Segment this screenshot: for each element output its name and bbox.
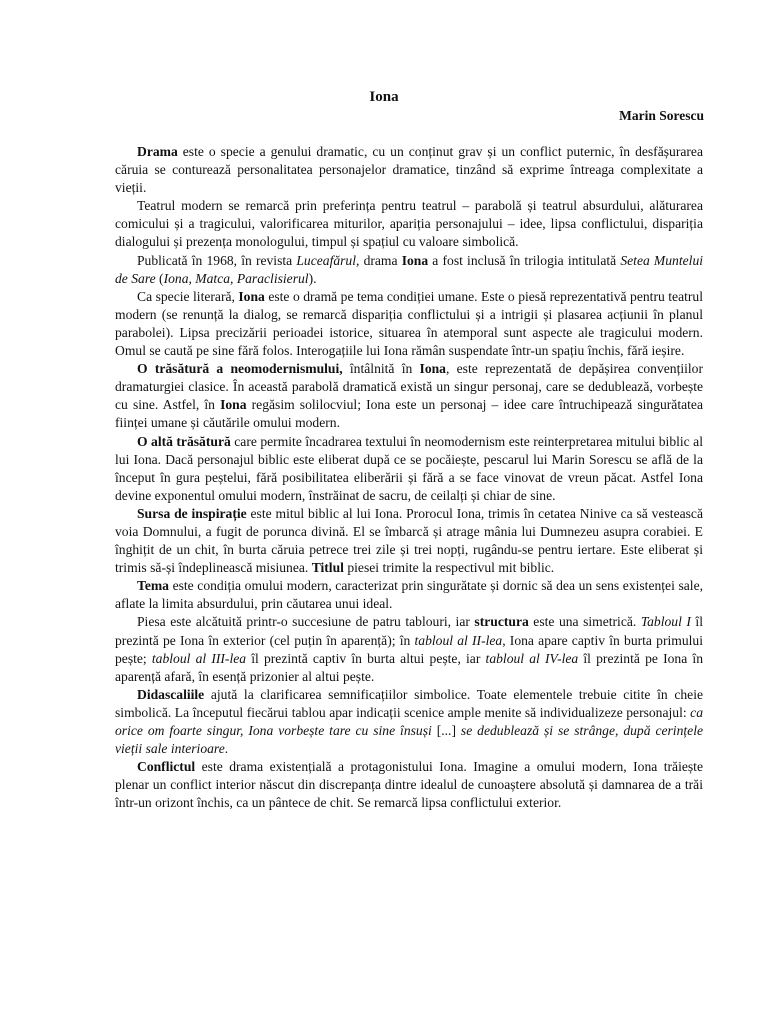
paragraph (115, 433, 703, 505)
text-run: , drama (356, 252, 402, 268)
text-run: este drama existențială a protagonistului Iona. Imagine a omului modern, Iona trăiește plenar un conflict interior născut din discrepanța dintre idealul de cunoaștere absolută și damnarea de a trăi într-un orizont închis, ca un pântece de chit. Se remarcă lipsa conflictului exterior. (115, 759, 703, 811)
bold-text: O trăsătură a neomodernismului, (137, 361, 343, 377)
paragraph (115, 143, 703, 197)
italic-text: Setea Muntelui de Sare (115, 252, 704, 286)
bold-text: Iona (401, 252, 429, 268)
text-run: ( (155, 270, 164, 286)
bold-text: Didascaliile (137, 686, 205, 702)
document-author: Marin Sorescu (619, 108, 704, 123)
bold-text: Drama (137, 144, 178, 159)
bold-text: structura (474, 614, 529, 630)
text-run: Publicată în 1968, în revista (137, 252, 297, 268)
paragraph (115, 360, 703, 432)
bold-text: Sursa de inspirație (137, 505, 247, 521)
text-run: îl prezintă pe Iona în aparență afară, în esență prizonier al altui pește. (115, 650, 703, 684)
paragraph (115, 758, 703, 812)
italic-text: tabloul al III-lea (151, 650, 247, 666)
bold-text: Titlul (311, 560, 344, 576)
text-run: , este reprezentată de depășirea convențiilor dramaturgiei clasice. În această parabolă dramatică există un singur personaj, care se dedublează, vorbește cu sine. Astfel, în (115, 361, 704, 413)
italic-text: ca orice om foarte singur, Iona vorbește tare cu sine însuși (115, 704, 703, 738)
text-run: este condiția omului modern, caracterizat prin singurătate și dornic să dea un sens existenței sale, aflate la limita absurdului, prin căutarea unui ideal. (115, 578, 703, 612)
text-run: . (224, 741, 229, 757)
text-run: îl prezintă pe Iona în exterior (cel puțin în aparență); în (115, 614, 703, 648)
text-run: Ca specie literară, (137, 288, 239, 304)
paragraph (115, 686, 703, 758)
italic-text: Luceafărul (296, 252, 357, 268)
italic-text: se dedublează și se strânge, după cerințele vieții sale interioare (115, 723, 703, 757)
text-run: piesei trimite la respectivul mit biblic. (343, 560, 555, 576)
document-body (115, 143, 703, 812)
text-run: [...] (431, 723, 461, 738)
paragraph (115, 288, 703, 360)
text-run: este mitul biblic al lui Iona. Prorocul Iona, trimis în cetatea Ninive ca să vestească voia Domnului, a fugit de porunca divină. El se îmbarcă și atrage mânia lui Dumnezeu asupra corabiei. E înghițit de un chit, în burta căruia petrece trei zile și trei nopți, rugându-se pentru iertare. Este eliberat și trimis să-și îndeplinească misiunea. (115, 505, 704, 576)
text-run: este una simetrică. (528, 614, 641, 630)
text-run: a fost inclusă în trilogia intitulată (428, 252, 621, 268)
bold-text: Tema (137, 578, 169, 594)
text-run: este o specie a genului dramatic, cu un conținut grav și un conflict puternic, în desfășurarea căruia se conturează personalitatea personajelor dramatice, tinzând să exprime întreaga complexitate a vieții. (115, 144, 703, 196)
paragraph (115, 197, 703, 251)
text-run: , Iona apare captiv în burta primului pește; (115, 632, 703, 666)
paragraph (115, 252, 703, 288)
text-run: este o dramă pe tema condiției umane. Este o piesă reprezentativă pentru teatrul modern (se renunță la dialog, se remarcă dispariția conflictului și a intrigii și plasarea acțiunii în planul parabolei). Lipsa precizării perioadei istorice, situarea în atemporal sunt aspecte ale tragicului modern. Omul se caută pe sine fără folos. Interogațiile lui Iona rămân suspendate într-un spațiu închis, fără ieșire. (115, 288, 703, 359)
text-run: întâlnită în (342, 361, 420, 377)
paragraph (115, 613, 703, 685)
text-run: Piesa este alcătuită printr-o succesiune de patru tablouri, iar (137, 614, 475, 630)
text-run: ajută la clarificarea semnificațiilor simbolice. Toate elementele trebuie citite în cheie simbolică. La începutul fiecărui tablou apar indicații scenice ample menite să individualizeze personajul: (115, 686, 703, 720)
italic-text: Tabloul I (640, 614, 691, 630)
italic-text: Iona, Matca, Paraclisierul (163, 270, 309, 286)
italic-text: tabloul al IV-lea (485, 650, 579, 666)
bold-text: Iona (238, 288, 265, 304)
text-run: îl prezintă captiv în burta altui pește, iar (246, 650, 486, 666)
text-run: ). (308, 270, 317, 286)
text-run: care permite încadrarea textului în neomodernism este reinterpretarea mitului biblic al lui Iona. Dacă personajul biblic este eliberat după ce se pocăiește, pescarul lui Marin Sorescu se află de la început în gura peștelui, fără posibilitatea eliberării și fără a se face vinovat de vreun păcat. Astfel Iona devine exponentul omului modern, înstrăinat de sacru, de ceilalți și chiar de sine. (115, 433, 703, 503)
paragraph (115, 505, 703, 577)
bold-text: Iona (220, 397, 247, 413)
italic-text: tabloul al II-lea (414, 632, 503, 648)
bold-text: Conflictul (137, 759, 196, 775)
bold-text: Iona (419, 361, 446, 377)
document-title: Iona (369, 89, 399, 105)
text-run: Teatrul modern se remarcă prin preferința pentru teatrul – parabolă și teatrul absurdului, alăturarea comicului și a tragicului, valorificarea miturilor, apariția personajului – idee, lipsa conflictului, dispariția dialogului și prezența monologului, timpul și spațiul cu valoare simbolică. (115, 198, 703, 250)
paragraph (115, 577, 703, 613)
text-run: regăsim solilocviul; Iona este un personaj – idee care întruchipează singurătatea ființei umane și căutările omului modern. (115, 397, 703, 431)
bold-text: O altă trăsătură (137, 433, 231, 449)
